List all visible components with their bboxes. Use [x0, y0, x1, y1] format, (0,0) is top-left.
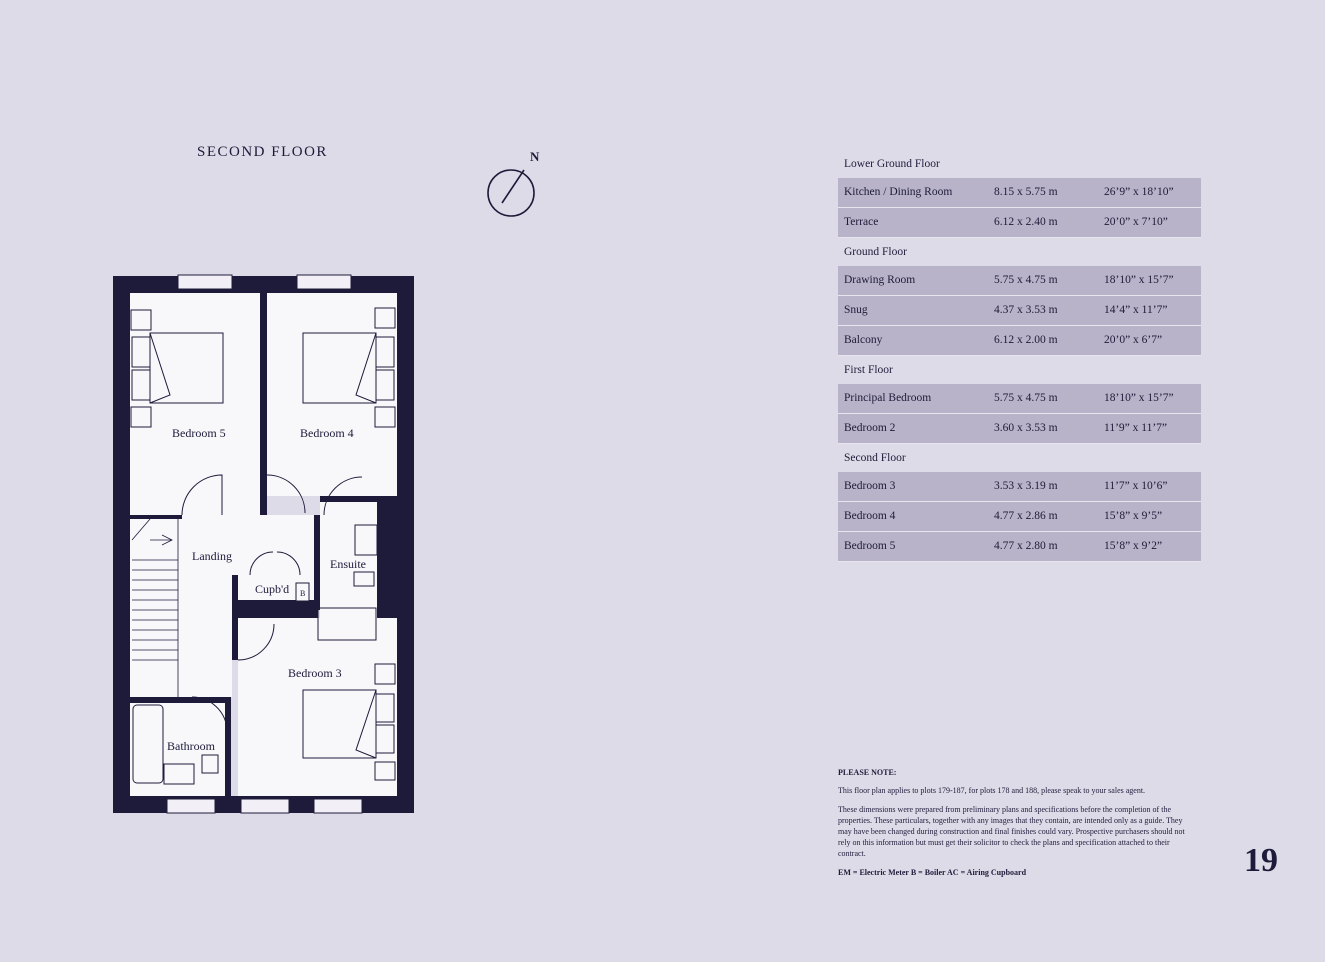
metric-size: 4.37 x 3.53 m — [994, 304, 1058, 316]
label-bedroom-5: Bedroom 5 — [172, 426, 226, 440]
label-cupboard: Cupb'd — [255, 582, 290, 596]
north-compass-icon — [484, 148, 540, 220]
north-label: N — [530, 149, 540, 164]
room-name: Principal Bedroom — [844, 392, 932, 404]
table-row — [838, 266, 1201, 296]
room-name: Kitchen / Dining Room — [844, 186, 953, 198]
section-heading: First Floor — [844, 364, 893, 376]
label-ensuite: Ensuite — [330, 557, 366, 571]
metric-size: 6.12 x 2.40 m — [994, 216, 1058, 228]
metric-size: 5.75 x 4.75 m — [994, 392, 1058, 404]
floor-plan — [100, 262, 430, 822]
room-name: Bedroom 2 — [844, 422, 896, 434]
label-bedroom-4: Bedroom 4 — [300, 426, 354, 440]
section-heading: Second Floor — [844, 452, 906, 464]
imperial-size: 26’9” x 18’10” — [1104, 186, 1174, 198]
room-name: Drawing Room — [844, 274, 916, 286]
room-name: Bedroom 3 — [844, 480, 896, 492]
imperial-size: 11’9” x 11’7” — [1104, 422, 1168, 434]
room-name: Bedroom 4 — [844, 510, 896, 522]
section-heading: Lower Ground Floor — [844, 158, 940, 170]
notes-heading: PLEASE NOTE: — [838, 768, 897, 777]
metric-size: 4.77 x 2.80 m — [994, 540, 1058, 552]
room-name: Bedroom 5 — [844, 540, 896, 552]
label-bathroom: Bathroom — [167, 739, 215, 753]
notes-plots: This floor plan applies to plots 179-187, for plots 178 and 188, please speak to your sales agent. — [838, 786, 1146, 795]
imperial-size: 18’10” x 15’7” — [1104, 274, 1174, 286]
imperial-size: 20’0” x 7’10” — [1104, 216, 1168, 228]
label-boiler: B — [300, 589, 306, 598]
metric-size: 8.15 x 5.75 m — [994, 186, 1058, 198]
floor-title: SECOND FLOOR — [197, 144, 328, 160]
room-schedule — [838, 150, 1201, 562]
imperial-size: 15’8” x 9’2” — [1104, 540, 1163, 552]
notes-block — [838, 767, 1198, 886]
table-row — [838, 384, 1201, 414]
imperial-size: 14’4” x 11’7” — [1104, 304, 1168, 316]
metric-size: 4.77 x 2.86 m — [994, 510, 1058, 522]
notes-disclaimer: These dimensions were prepared from preliminary plans and specifications before the completion of the properties. These particulars, together with any images that they contain, are intended only as a guide. They may have been changed during construction and final finishes could vary. Prospective purchasers should not rely on this information but must get their solicitor to check the plans and specification attached to their contract. — [838, 805, 1185, 858]
metric-size: 6.12 x 2.00 m — [994, 334, 1058, 346]
metric-size: 3.53 x 3.19 m — [994, 480, 1058, 492]
table-row — [838, 472, 1201, 502]
imperial-size: 18’10” x 15’7” — [1104, 392, 1174, 404]
section-heading: Ground Floor — [844, 246, 907, 258]
notes-legend: EM = Electric Meter B = Boiler AC = Airing Cupboard — [838, 868, 1027, 877]
table-row — [838, 414, 1201, 444]
room-name: Snug — [844, 304, 868, 316]
table-row — [838, 532, 1201, 562]
table-row — [838, 178, 1201, 208]
label-bedroom-3: Bedroom 3 — [288, 666, 342, 680]
imperial-size: 15’8” x 9’5” — [1104, 510, 1163, 522]
label-landing: Landing — [192, 549, 232, 563]
table-row — [838, 296, 1201, 326]
imperial-size: 20’0” x 6’7” — [1104, 334, 1163, 346]
page-number: 19 — [1244, 842, 1278, 879]
room-name: Terrace — [844, 216, 879, 228]
table-row — [838, 326, 1201, 356]
imperial-size: 11’7” x 10’6” — [1104, 480, 1168, 492]
metric-size: 5.75 x 4.75 m — [994, 274, 1058, 286]
table-row — [838, 502, 1201, 532]
room-name: Balcony — [844, 334, 883, 346]
metric-size: 3.60 x 3.53 m — [994, 422, 1058, 434]
table-row — [838, 208, 1201, 238]
